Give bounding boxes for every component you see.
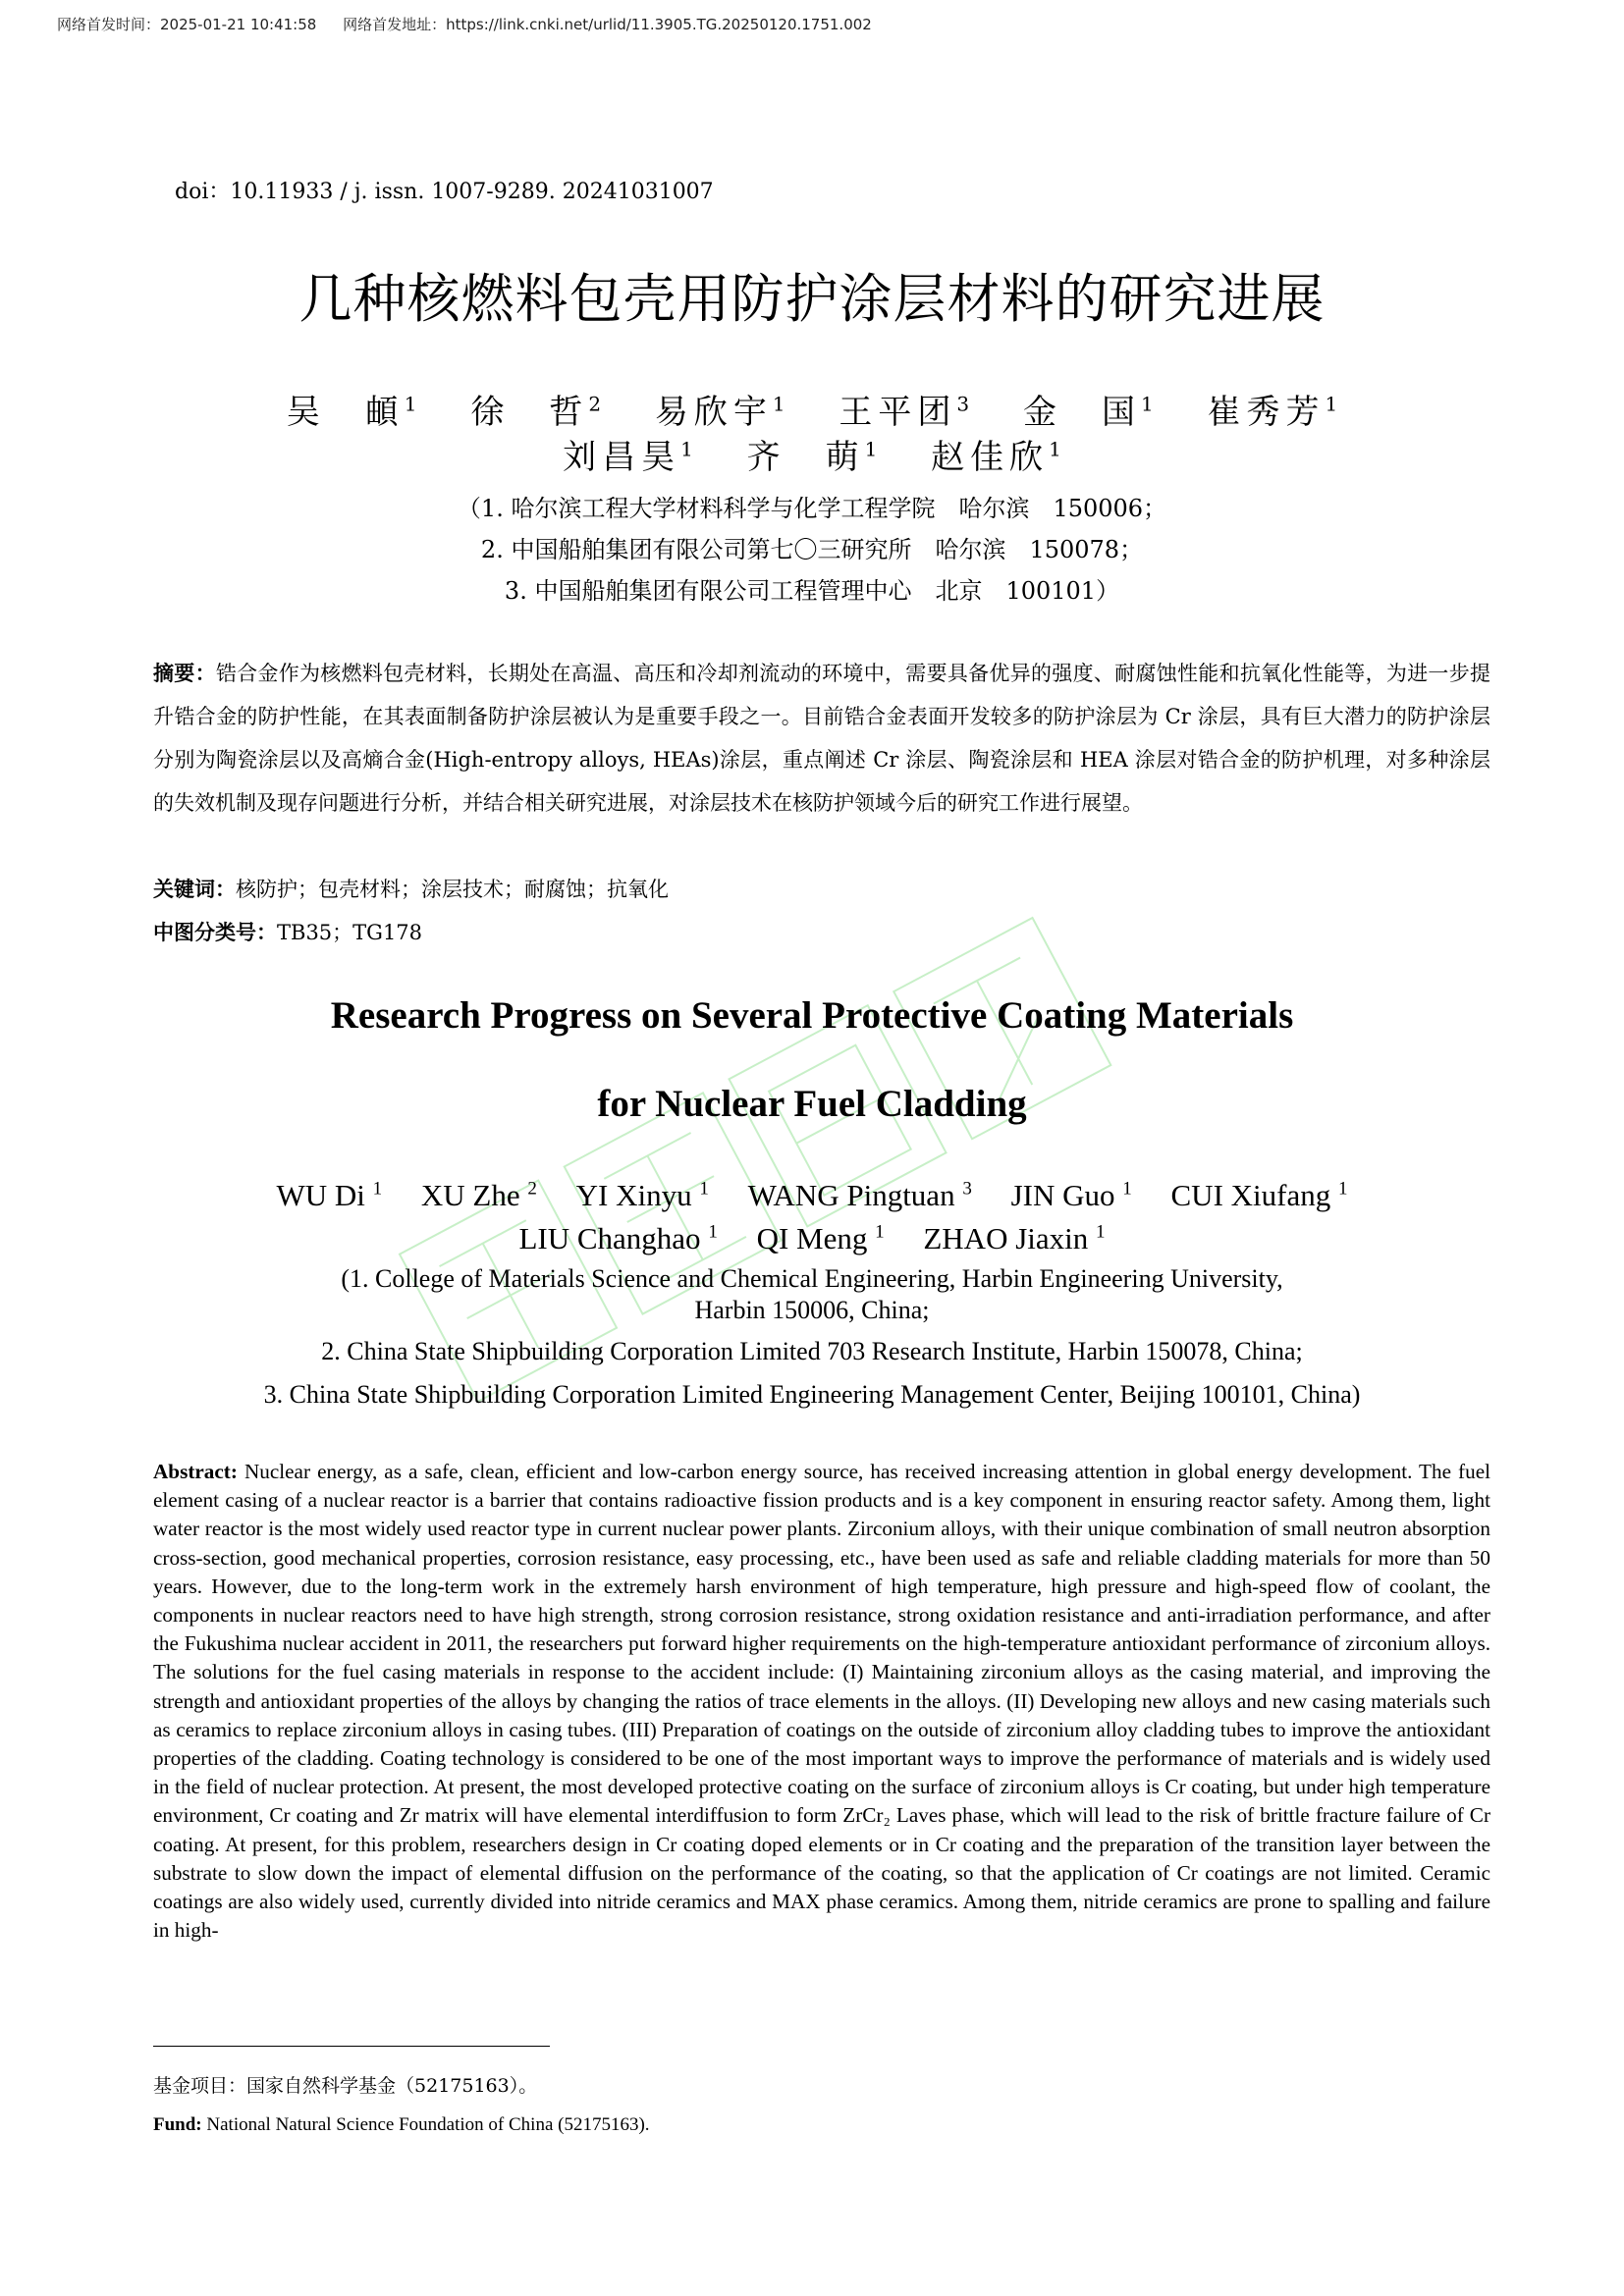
publish-url[interactable]: 网络首发地址：https://link.cnki.net/urlid/11.3905.TG.20250120.1751.002 (343, 16, 872, 33)
fund-note-en (153, 2114, 650, 2136)
author-en: XU Zhe $^2$ (420, 1178, 537, 1212)
affiliation-en-2: 2. China State Shipbuilding Corporation Limited 703 Research Institute, Harbin 150078, China; (321, 1337, 1303, 1365)
fund-en-label: Fund: (153, 2114, 202, 2135)
classification-cn-text: TB35；TG178 (277, 921, 423, 944)
author-cn: 金 国$^1$ (1022, 392, 1154, 432)
keywords-cn-text: 核防护；包壳材料；涂层技术；耐腐蚀；抗氧化 (236, 878, 669, 901)
author-list-en-line1 (0, 1178, 1624, 1213)
author-en: ZHAO Jiaxin $^1$ (923, 1221, 1106, 1255)
author-cn: 王平团$^3$ (839, 392, 970, 432)
doi-line[interactable]: doi：10.11933 / j. issn. 1007-9289. 20241031007 (175, 180, 714, 204)
author-list-cn-line2 (0, 430, 1624, 478)
publish-time: 网络首发时间：2025-01-21 10:41:58 (57, 16, 317, 33)
fund-note-cn (153, 2071, 537, 2098)
author-list-en-line2 (0, 1221, 1624, 1256)
keywords-cn-label: 关键词： (153, 878, 236, 901)
author-cn: 崔秀芳$^1$ (1207, 392, 1338, 432)
abstract-cn (153, 652, 1490, 825)
author-en: JIN Guo $^1$ (1010, 1178, 1132, 1212)
classification-cn-label: 中图分类号： (153, 921, 277, 944)
paper-title-en-line1: Research Progress on Several Protective Coating Materials (330, 994, 1294, 1037)
author-cn: 徐 哲$^2$ (470, 392, 602, 432)
keywords-cn (153, 868, 1490, 911)
author-cn: 易欣宇$^1$ (654, 392, 785, 432)
author-en: WANG Pingtuan $^3$ (747, 1178, 972, 1212)
author-en: QI Meng $^1$ (756, 1221, 885, 1255)
affiliation-cn-3: 3. 中国船舶集团有限公司工程管理中心 北京 100101） (504, 577, 1120, 605)
abstract-en (153, 1458, 1490, 1945)
author-en: CUI Xiufang $^1$ (1170, 1178, 1348, 1212)
author-cn: 刘昌昊$^1$ (563, 437, 693, 477)
classification-cn (153, 911, 1490, 954)
paper-title-cn: 几种核燃料包壳用防护涂层材料的研究进展 (298, 268, 1326, 330)
affiliation-cn-2: 2. 中国船舶集团有限公司第七〇三研究所 哈尔滨 150078； (480, 536, 1144, 563)
abstract-en-label: Abstract: (153, 1460, 238, 1483)
author-list-cn-line1 (0, 385, 1624, 433)
affiliation-en-1: (1. College of Materials Science and Chemical Engineering, Harbin Engineering University, (341, 1264, 1283, 1293)
author-en: YI Xinyu $^1$ (575, 1178, 709, 1212)
abstract-cn-label: 摘要： (153, 662, 216, 685)
abstract-en-text: Nuclear energy, as a safe, clean, efficient and low-carbon energy source, has received increasing attention in global energy development. The fuel element casing of a nuclear reactor is a barrier that contains radioactive fission products and is a key component in ensuring reactor safety. Among them, light water reactor is the most widely used reactor type in current nuclear power plants. Zirconium alloys, with their unique combination of small neutron absorption cross-section, good mechanical properties, corrosion resistance, easy processing, etc., have been used as safe and reliable cladding materials for more than 50 years. However, due to the long-term work in the extremely harsh environment of high temperature, high pressure and high-speed flow of coolant, the components in nuclear reactors need to have high strength, strong corrosion resistance, strong oxidation resistance and anti-irradiation performance, and after the Fukushima nuclear accident in 2011, the researchers put forward higher requirements on the high-temperature antioxidant performance of zirconium alloys. The solutions for the fuel casing materials in response to the accident include: (I) Maintaining zirconium alloys as the casing material, and improving the strength and antioxidant properties of the alloys by changing the ratios of trace elements in the alloys. (II) Developing new alloys and new casing materials such as ceramics to replace zirconium alloys in casing tubes. (III) Preparation of coatings on the outside of zirconium alloy cladding tubes to improve the antioxidant properties of the cladding. Coating technology is considered to be one of the most important ways to improve the performance of materials and is widely used in the field of nuclear protection. At present, the most developed protective coating on the surface of zirconium alloys is Cr coating, but under high temperature environment, Cr coating and Zr matrix will have elemental interdiffusion to form ZrCr₂ Laves phase, which will lead to the risk of brittle fracture failure of Cr coating. At present, for this problem, researchers design in Cr coating doped elements or in Cr coating and the preparation of the transition layer between the substrate to slow down the impact of elemental diffusion on the performance of the coating, so that the application of Cr coatings are not limited. Ceramic coatings are also widely used, currently divided into nitride ceramics and MAX phase ceramics. Among them, nitride ceramics are prone to spalling and failure in high- (153, 1460, 1490, 1943)
paper-title-en-line2: for Nuclear Fuel Cladding (597, 1083, 1027, 1125)
affiliation-en-1-cont: Harbin 150006, China; (694, 1296, 930, 1324)
fund-cn-text: 国家自然科学基金（52175163）。 (246, 2075, 538, 2097)
footnote-divider (153, 2046, 550, 2047)
author-en: LIU Changhao $^1$ (518, 1221, 718, 1255)
affiliation-cn-1: （1. 哈尔滨工程大学材料科学与化学工程学院 哈尔滨 150006； (457, 495, 1167, 522)
author-cn: 赵佳欣$^1$ (931, 437, 1061, 477)
author-cn: 齐 萌$^1$ (746, 437, 878, 477)
author-en: WU Di $^1$ (276, 1178, 383, 1212)
publication-header (57, 14, 872, 34)
fund-cn-label: 基金项目： (153, 2075, 247, 2097)
affiliation-en-3: 3. China State Shipbuilding Corporation Limited Engineering Management Center, Beijing 100101, China) (263, 1380, 1361, 1409)
fund-en-text: National Natural Science Foundation of China (52175163). (201, 2114, 650, 2135)
author-cn: 吴 頔$^1$ (286, 392, 417, 432)
abstract-cn-text: 锆合金作为核燃料包壳材料，长期处在高温、高压和冷却剂流动的环境中，需要具备优异的强度、耐腐蚀性能和抗氧化性能等，为进一步提升锆合金的防护性能，在其表面制备防护涂层被认为是重要手段之一。目前锆合金表面开发较多的防护涂层为 Cr 涂层，具有巨大潜力的防护涂层分别为陶瓷涂层以及高熵合金(High-entropy alloys, HEAs)涂层，重点阐述 Cr 涂层、陶瓷涂层和 HEA 涂层对锆合金的防护机理，对多种涂层的失效机制及现存问题进行分析，并结合相关研究进展，对涂层技术在核防护领域今后的研究工作进行展望。 (153, 662, 1490, 815)
